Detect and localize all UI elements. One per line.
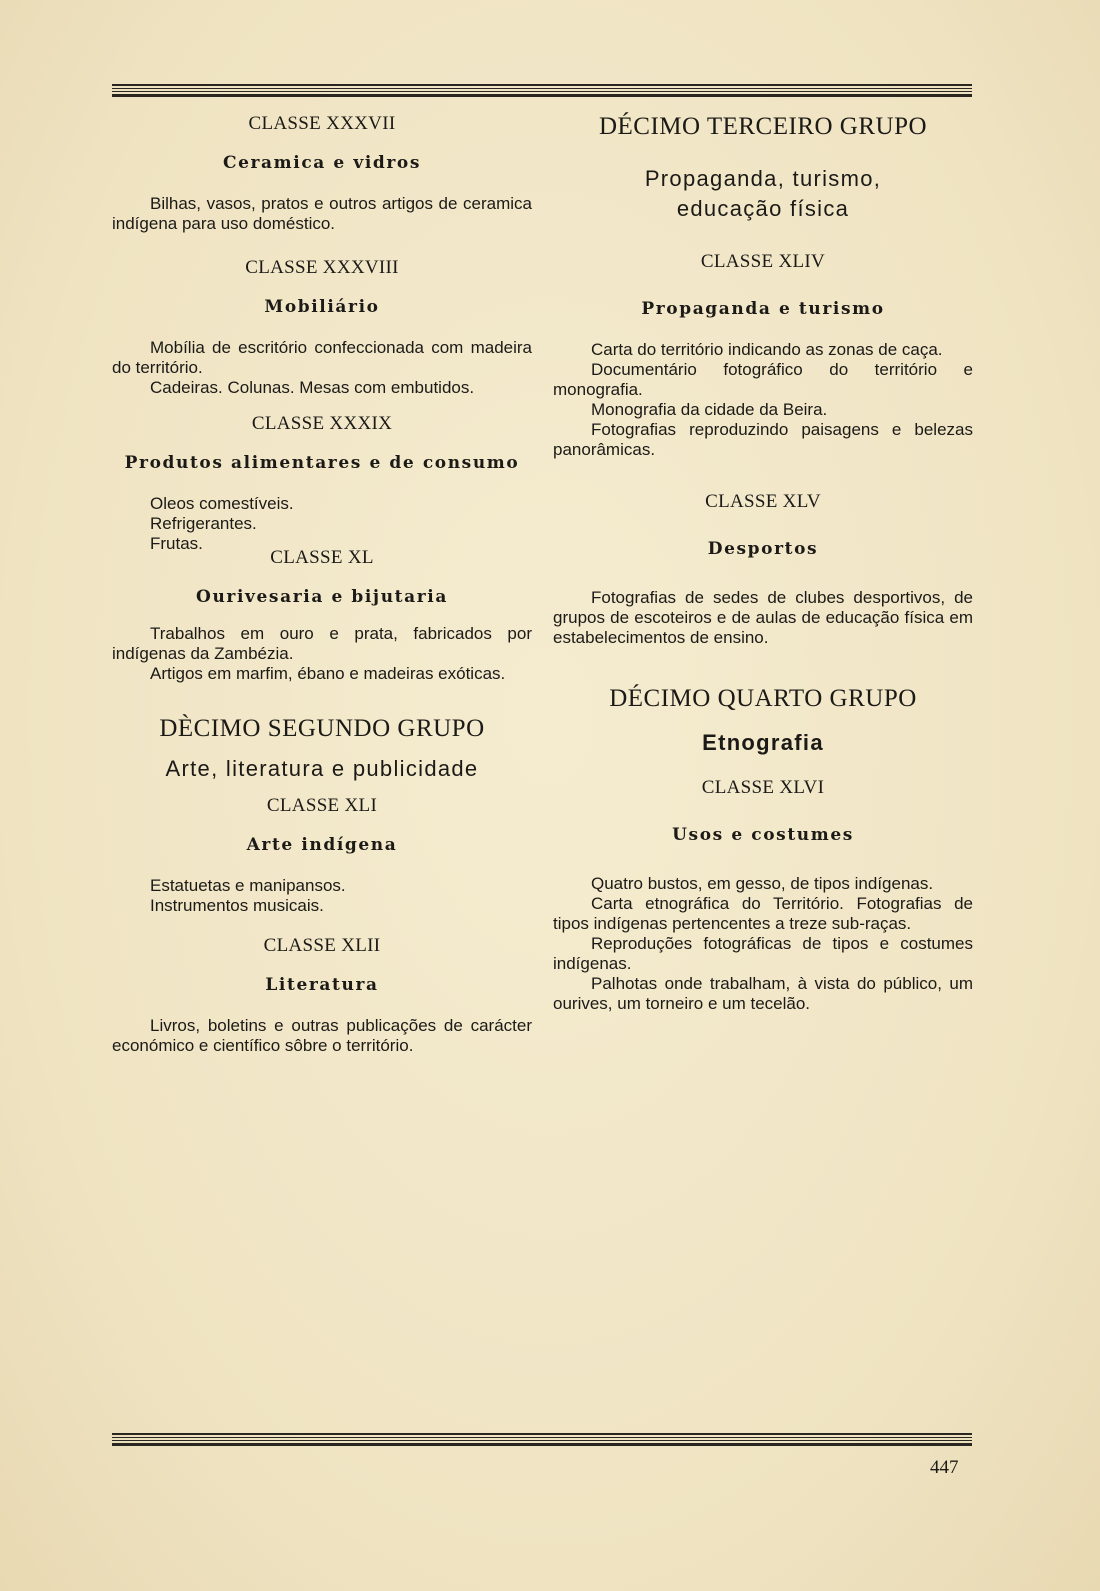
paragraph: Fotografias de sedes de clubes desportivos, de grupos de escoteiros e de aulas de educação física em estabelecimentos de ensino. [553,588,973,647]
classe-title: Propaganda e turismo [641,299,885,319]
list-item: Oleos comestíveis. [150,494,294,513]
top-rule [112,84,972,98]
bottom-rule [112,1433,972,1447]
classe-heading: CLASSE XLV [705,491,821,512]
paragraph: Livros, boletins e outras publicações de carácter económico e científico sôbre o território. [112,1016,532,1055]
classe-title: Usos e costumes [672,825,854,845]
list-item: Estatuetas e manipansos. [150,876,346,895]
group-subtitle: Arte, literatura e publicidade [165,756,479,781]
classe-title: Arte indígena [246,835,398,855]
left-column [112,112,532,1056]
paragraph: Bilhas, vasos, pratos e outros artigos de ceramica indígena para uso doméstico. [112,194,532,233]
classe-heading: CLASSE XLII [263,935,381,956]
classe-title: Ceramica e vidros [222,153,422,173]
classe-title: Desportos [707,539,819,559]
paragraph: Trabalhos em ouro e prata, fabricados por indígenas da Zambézia. [112,624,532,663]
paragraph: Artigos em marfim, ébano e madeiras exóticas. [150,664,506,683]
right-column [553,112,973,1014]
classe-heading: CLASSE XLI [266,795,378,816]
paragraph: Documentário fotográfico do território e monografia. [553,360,973,399]
group-heading: DÈCIMO SEGUNDO GRUPO [159,715,485,742]
list-item: Frutas. [150,534,203,553]
list-item: Refrigerantes. [150,514,257,533]
paragraph: Carta etnográfica do Território. Fotografias de tipos indígenas pertencentes a treze sub-raças. [553,894,973,933]
classe-title: Literatura [265,975,379,995]
paragraph: Carta do território indicando as zonas de caça. [591,340,943,359]
group-subtitle: Etnografia [702,730,824,755]
classe-heading: CLASSE XXXVIII [245,257,399,278]
paragraph: Palhotas onde trabalham, à vista do público, um ourives, um torneiro e um tecelão. [553,974,973,1013]
paragraph: Quatro bustos, em gesso, de tipos indígenas. [591,874,934,893]
paragraph: Reproduções fotográficas de tipos e costumes indígenas. [553,934,973,973]
paragraph: Monografia da cidade da Beira. [591,400,828,419]
classe-heading: CLASSE XLVI [701,777,825,798]
classe-heading: CLASSE XLIV [700,251,826,272]
paragraph: Cadeiras. Colunas. Mesas com embutidos. [150,378,475,397]
group-heading: DÉCIMO QUARTO GRUPO [609,685,917,712]
classe-heading: CLASSE XXXVII [248,113,396,134]
group-subtitle: educação física [676,196,850,221]
classe-title: Ourivesaria e bijutaria [196,587,448,607]
group-subtitle: Propaganda, turismo, [644,166,882,191]
classe-heading: CLASSE XXXIX [251,413,393,434]
classe-heading: CLASSE XL [270,547,374,568]
group-heading: DÉCIMO TERCEIRO GRUPO [598,113,928,140]
page-number: 447 [930,1457,959,1478]
paragraph: Fotografias reproduzindo paisagens e belezas panorâmicas. [553,420,973,459]
classe-title: Produtos alimentares e de consumo [124,453,520,473]
list-item: Instrumentos musicais. [150,896,324,915]
classe-title: Mobiliário [264,297,380,317]
paragraph: Mobília de escritório confeccionada com madeira do território. [112,338,532,377]
